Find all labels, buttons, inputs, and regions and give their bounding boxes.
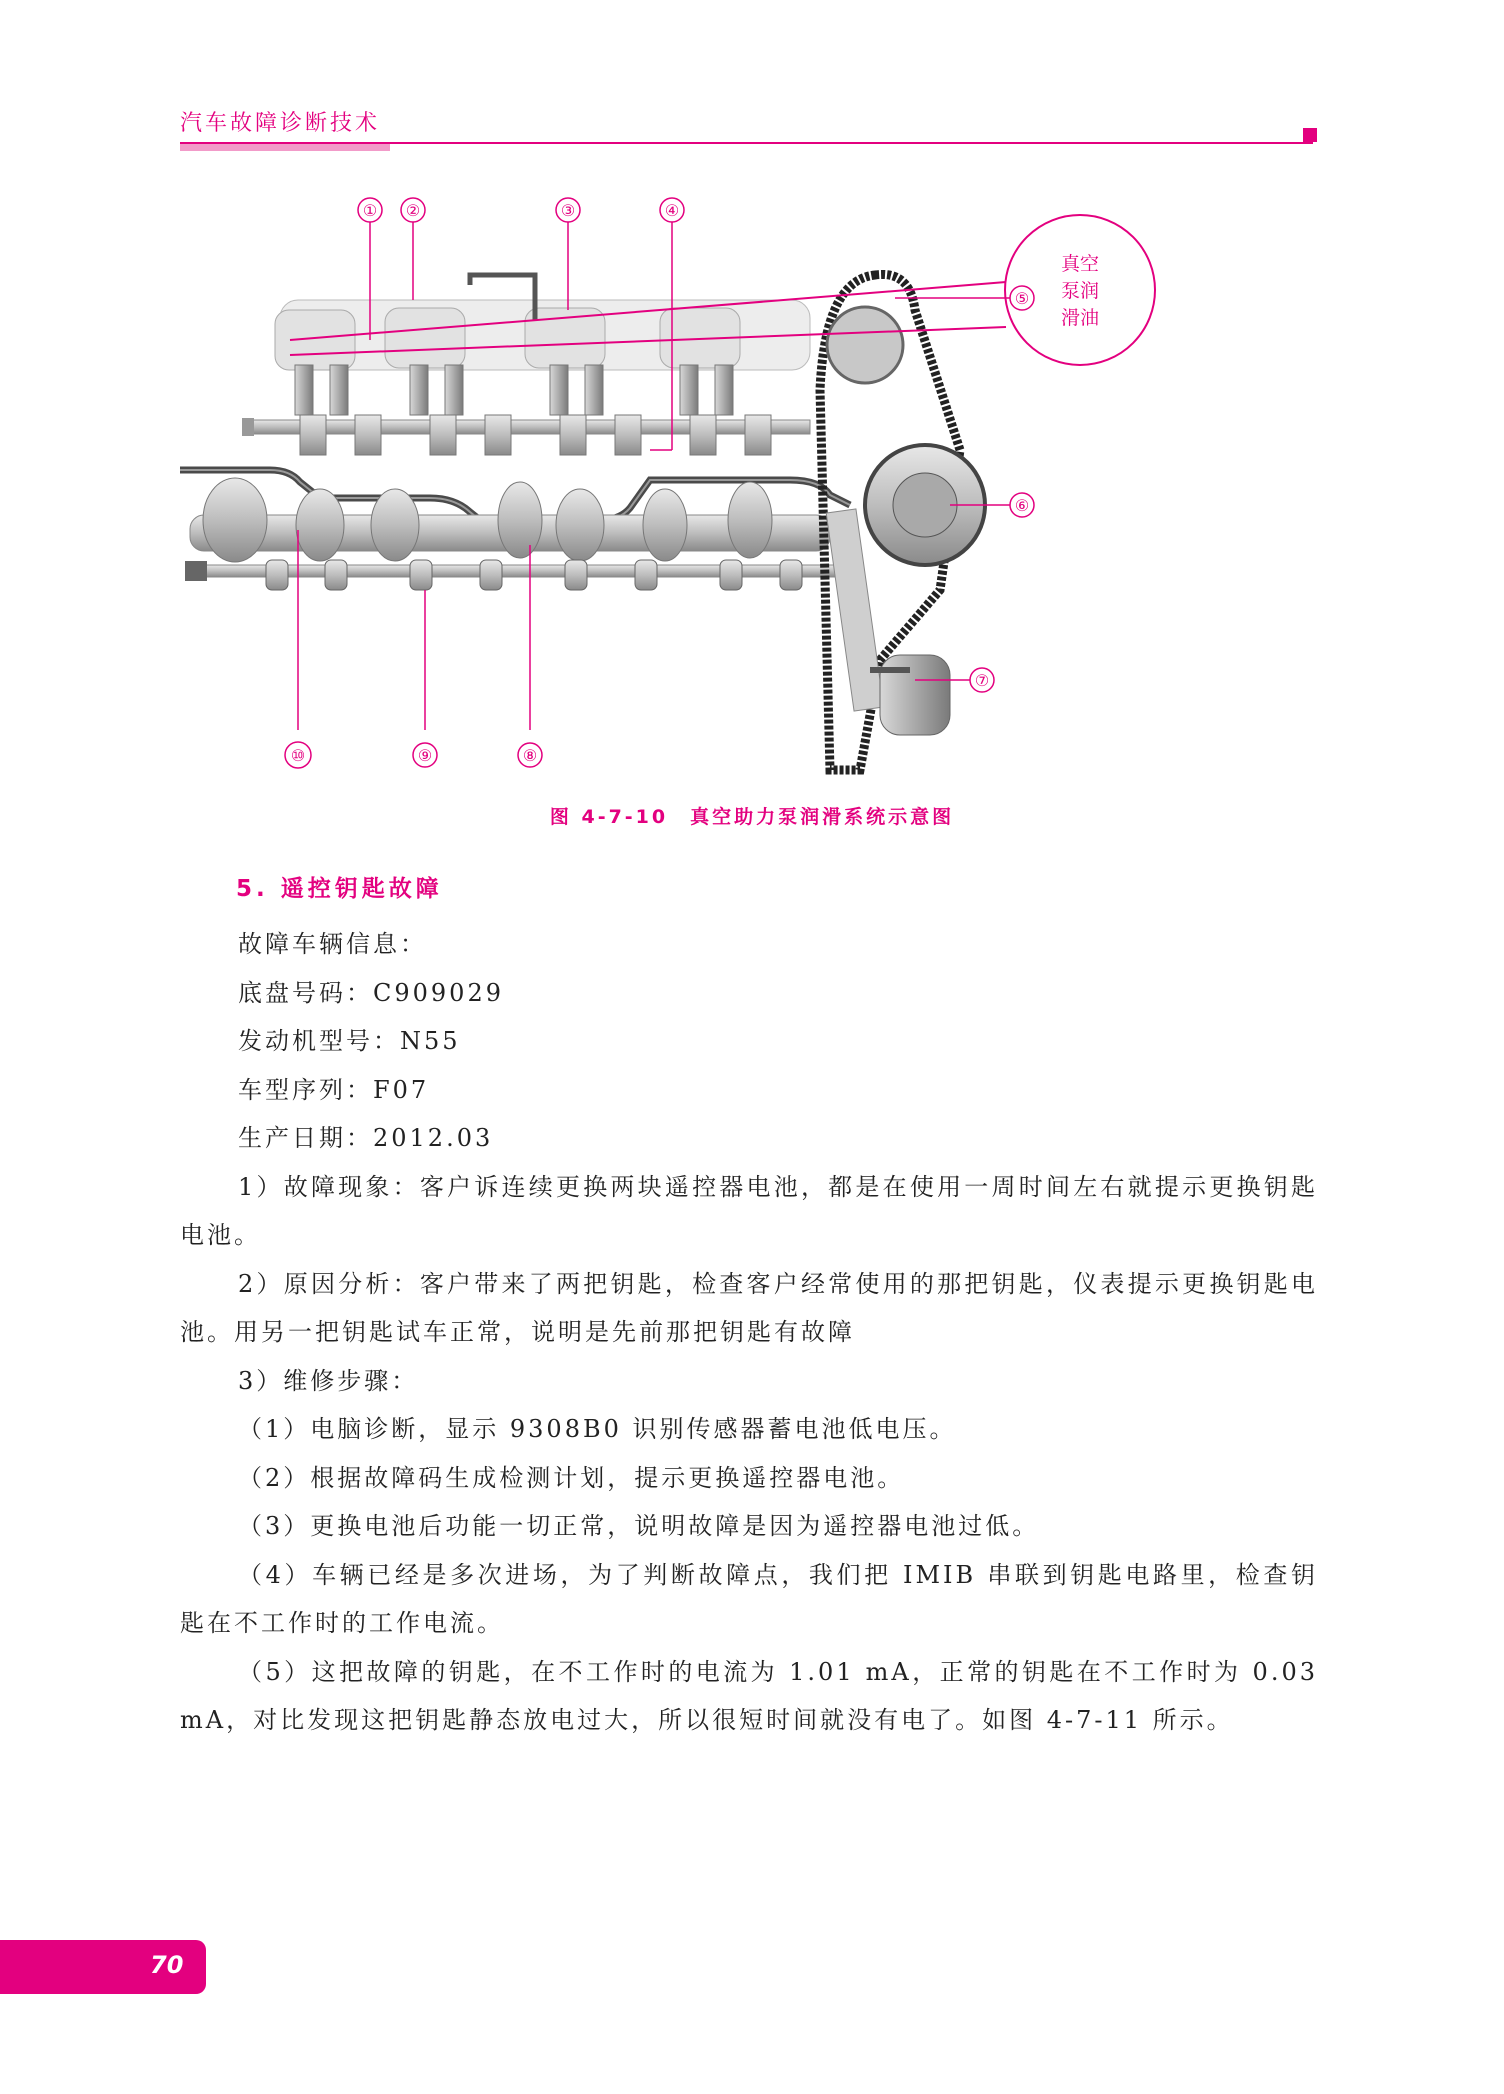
callout-number-8: ⑧ (522, 746, 538, 765)
callout-number-2: ② (405, 201, 421, 220)
callout-number-7: ⑦ (974, 671, 990, 690)
timing-chain-assembly (820, 274, 985, 770)
callout-number-5: ⑤ (1014, 289, 1030, 308)
header-title: 汽车故障诊断技术 (180, 111, 381, 136)
vehicle-series: 车型序列：F07 (238, 1075, 430, 1104)
circle-label-line1: 真空 (1060, 253, 1100, 275)
engine-figure (180, 190, 1320, 790)
repair-step-5: （5）这把故障的钥匙，在不工作时的电流为 1.01 mA，正常的钥匙在不工作时为 0.03 mA，对比发现这把钥匙静态放电过大，所以很短时间就没有电了。如图 4-7-11 所示。 (180, 1657, 1318, 1734)
repair-step-4: （4）车辆已经是多次进场，为了判断故障点，我们把 IMIB 串联到钥匙电路里，检查钥匙在不工作时的工作电流。 (180, 1560, 1318, 1637)
callout-number-10: ⑩ (290, 746, 306, 765)
page-number: 70 (150, 1951, 184, 1979)
upper-valvetrain (242, 275, 810, 455)
callout-number-1: ① (362, 201, 378, 220)
callout-number-6: ⑥ (1014, 496, 1030, 515)
vehicle-info-title: 故障车辆信息： (238, 930, 427, 958)
callout-number-9: ⑨ (417, 746, 433, 765)
section-heading: 5. 遥控钥匙故障 (236, 876, 443, 902)
symptom-paragraph: 1）故障现象：客户诉连续更换两块遥控器电池，都是在使用一周时间左右就提示更换钥匙电池。 (180, 1172, 1318, 1249)
body-text (180, 920, 1318, 1745)
header-square-marker (1303, 128, 1317, 142)
repair-steps-title: 3）维修步骤： (238, 1366, 419, 1395)
engine-illustration (180, 190, 1320, 790)
lower-shaft (185, 560, 840, 590)
vehicle-chassis: 底盘号码：C909029 (238, 978, 504, 1007)
repair-step-2: （2）根据故障码生成检测计划，提示更换遥控器电池。 (238, 1463, 905, 1492)
camshaft (190, 478, 830, 562)
repair-step-3: （3）更换电池后功能一切正常，说明故障是因为遥控器电池过低。 (238, 1512, 1040, 1540)
vehicle-date: 生产日期：2012.03 (238, 1124, 494, 1152)
circle-label-line3: 滑油 (1060, 307, 1100, 329)
callout-number-3: ③ (560, 201, 576, 220)
figure-caption: 图 4-7-10 真空助力泵润滑系统示意图 (549, 806, 955, 828)
analysis-paragraph: 2）原因分析：客户带来了两把钥匙，检查客户经常使用的那把钥匙，仪表提示更换钥匙电池。用另一把钥匙试车正常，说明是先前那把钥匙有故障 (180, 1269, 1318, 1346)
repair-step-1: （1）电脑诊断，显示 9308B0 识别传感器蓄电池低电压。 (238, 1415, 957, 1443)
vehicle-engine: 发动机型号：N55 (238, 1027, 461, 1055)
header-accent-bar (180, 144, 390, 151)
circle-label-line2: 泵润 (1060, 280, 1100, 302)
callout-number-4: ④ (664, 201, 680, 220)
